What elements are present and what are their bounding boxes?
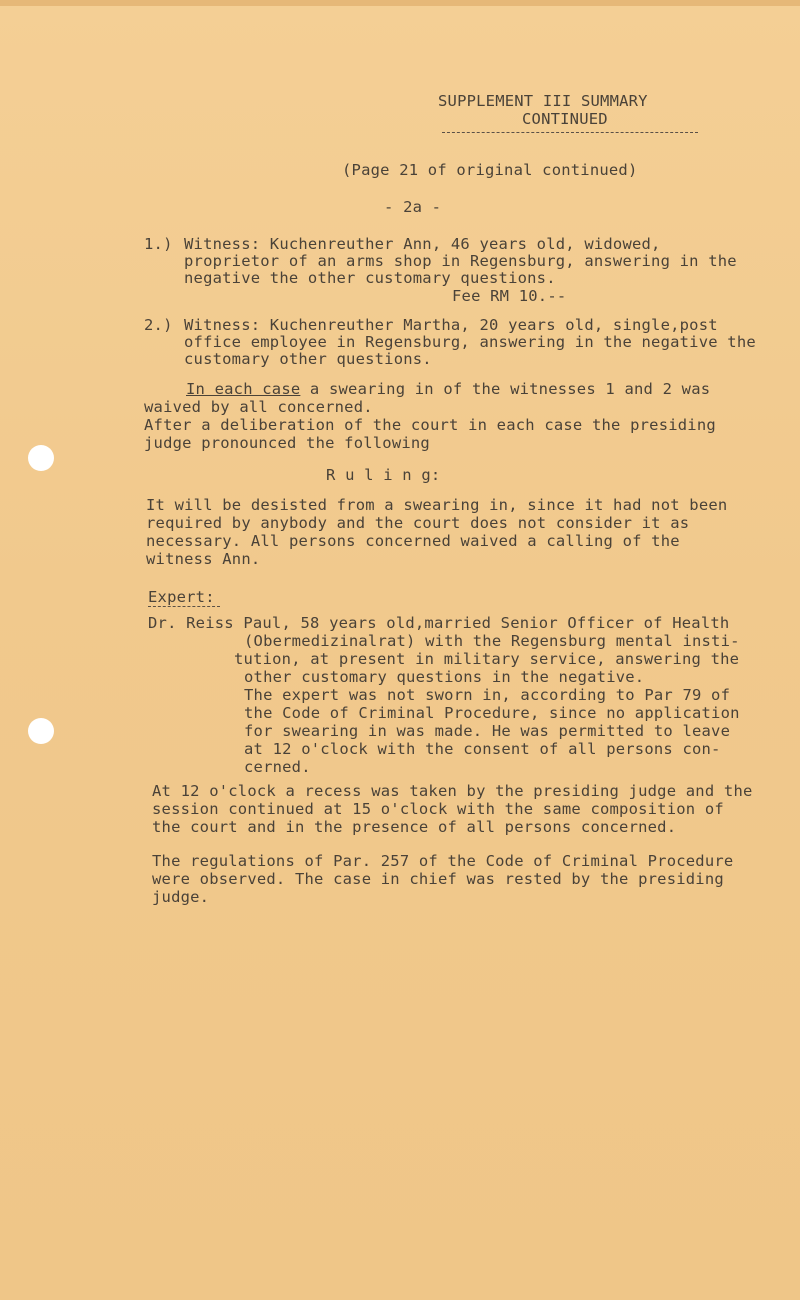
witness1-line: proprietor of an arms shop in Regensburg, answering in the: [184, 252, 737, 270]
witness2-line: office employee in Regensburg, answering in the negative the: [184, 333, 756, 351]
header-continued: CONTINUED: [522, 110, 608, 128]
swearing-underlined: In each case: [186, 380, 301, 398]
ruling-line: witness Ann.: [146, 550, 261, 568]
expert-heading-rule: [148, 606, 220, 607]
swearing-line-2: waived by all concerned.: [144, 398, 373, 416]
expert-line: at 12 o'clock with the consent of all persons con-: [244, 740, 721, 758]
witness2-line: Witness: Kuchenreuther Martha, 20 years old, single,post: [184, 316, 718, 334]
page-top-edge: [0, 0, 800, 6]
expert-line: The expert was not sworn in, according to Par 79 of: [244, 686, 731, 704]
punch-hole: [28, 445, 54, 471]
ruling-heading: R u l i n g:: [326, 466, 441, 484]
page-number: - 2a -: [384, 198, 442, 216]
swearing-line-4: judge pronounced the following: [144, 434, 430, 452]
witness1-fee: Fee RM 10.--: [452, 287, 567, 305]
expert-line: other customary questions in the negative.: [244, 668, 645, 686]
expert-line: tution, at present in military service, answering the: [234, 650, 740, 668]
swearing-line-1: [186, 380, 710, 398]
expert-line: the Code of Criminal Procedure, since no application: [244, 704, 740, 722]
witness2-line: customary other questions.: [184, 350, 432, 368]
witness1-line: negative the other customary questions.: [184, 269, 556, 287]
header-rule: [442, 132, 698, 133]
swearing-rest: a swearing in of the witnesses 1 and 2 was: [300, 380, 711, 398]
regulations-line: were observed. The case in chief was rested by the presiding: [152, 870, 724, 888]
expert-line: cerned.: [244, 758, 311, 776]
witness2-number: 2.): [144, 316, 173, 334]
recess-line: session continued at 15 o'clock with the same composition of: [152, 800, 724, 818]
page-note: (Page 21 of original continued): [342, 161, 638, 179]
witness1-line: Witness: Kuchenreuther Ann, 46 years old, widowed,: [184, 235, 661, 253]
regulations-line: judge.: [152, 888, 210, 906]
recess-line: At 12 o'clock a recess was taken by the presiding judge and the: [152, 782, 753, 800]
expert-first-line: Dr. Reiss Paul, 58 years old,married Senior Officer of Health: [148, 614, 730, 632]
ruling-line: necessary. All persons concerned waived a calling of the: [146, 532, 680, 550]
header-title: SUPPLEMENT III SUMMARY: [438, 92, 648, 110]
expert-line: for swearing in was made. He was permitted to leave: [244, 722, 731, 740]
witness1-number: 1.): [144, 235, 173, 253]
recess-line: the court and in the presence of all persons concerned.: [152, 818, 677, 836]
swearing-line-3: After a deliberation of the court in each case the presiding: [144, 416, 716, 434]
ruling-line: required by anybody and the court does not consider it as: [146, 514, 690, 532]
expert-line: (Obermedizinalrat) with the Regensburg mental insti-: [244, 632, 740, 650]
expert-heading: Expert:: [148, 588, 215, 606]
regulations-line: The regulations of Par. 257 of the Code of Criminal Procedure: [152, 852, 734, 870]
punch-hole: [28, 718, 54, 744]
ruling-line: It will be desisted from a swearing in, since it had not been: [146, 496, 728, 514]
